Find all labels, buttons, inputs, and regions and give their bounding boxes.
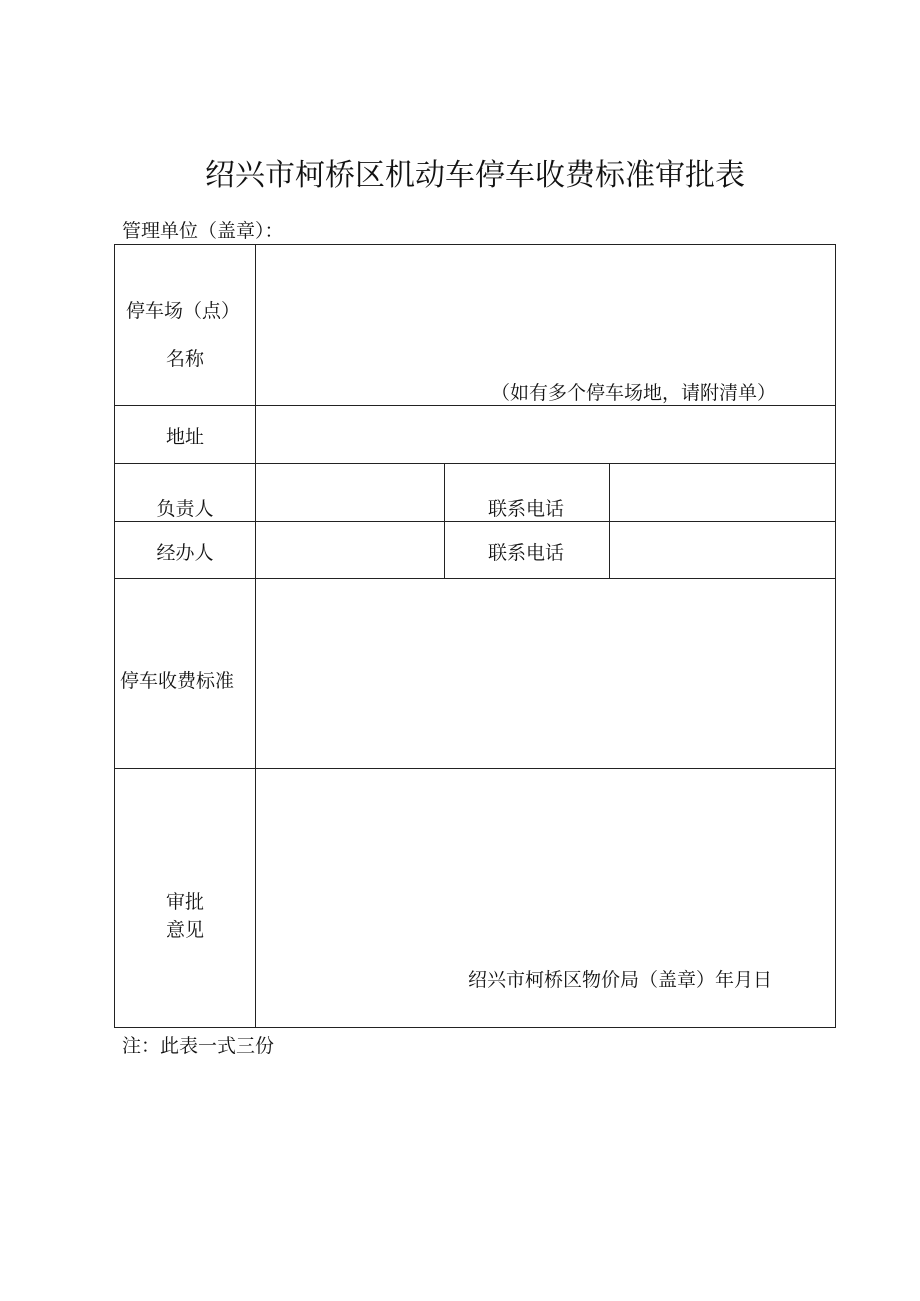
parking-name-label-line2: 名称 (165, 348, 205, 370)
handler-field[interactable] (256, 522, 444, 578)
fee-standard-label: 停车收费标准 (120, 670, 235, 692)
contact-phone-label: 联系电话 (487, 498, 565, 520)
contact-column-divider (444, 463, 445, 578)
approval-label-line1: 审批 (165, 891, 205, 913)
management-unit-label: 管理单位（盖章）： (122, 220, 284, 242)
handler-label: 经办人 (156, 542, 214, 564)
address-field[interactable] (256, 406, 835, 463)
person-in-charge-label: 负责人 (156, 498, 214, 520)
footnote: 注：此表一式三份 (122, 1035, 275, 1057)
contact-phone-field[interactable] (610, 522, 835, 578)
person-in-charge-field[interactable] (256, 464, 444, 521)
contact-phone-label: 联系电话 (487, 542, 565, 564)
contact-phone-field[interactable] (610, 464, 835, 521)
fee-standard-field[interactable] (256, 579, 835, 768)
approval-form-table (114, 244, 836, 1028)
parking-name-label-line1: 停车场（点） (125, 300, 241, 322)
form-title: 绍兴市柯桥区机动车停车收费标准审批表 (205, 158, 745, 193)
parking-name-hint: （如有多个停车场地，请附清单） (491, 382, 777, 404)
approval-signature: 绍兴市柯桥区物价局（盖章）年月日 (468, 969, 773, 991)
approval-label-line2: 意见 (165, 919, 205, 941)
address-label: 地址 (165, 426, 205, 448)
